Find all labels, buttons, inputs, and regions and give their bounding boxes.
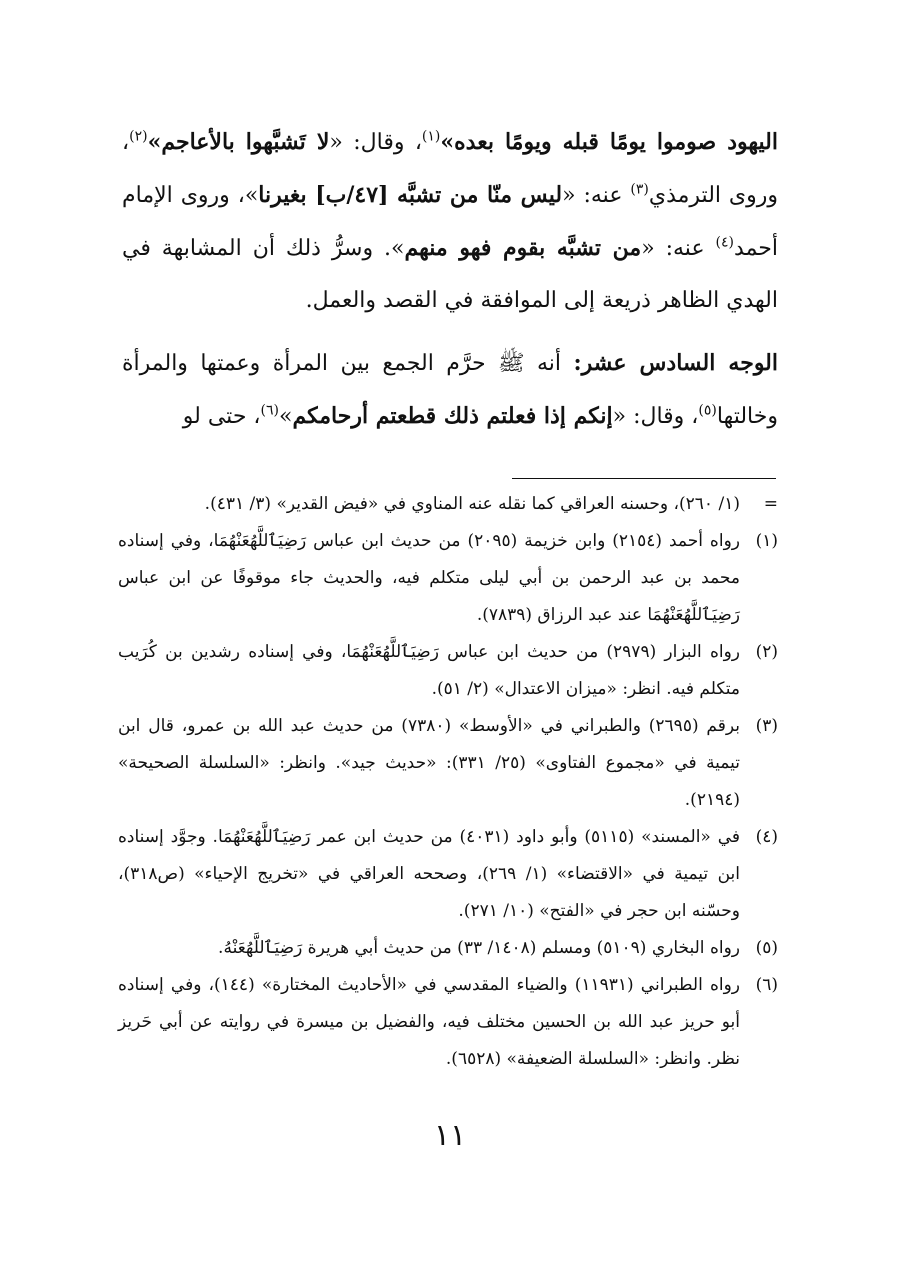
footnote-2	[118, 634, 778, 708]
footnote-4	[118, 819, 778, 930]
footnote-continuation	[118, 486, 778, 523]
footnote-number: (٥)	[755, 938, 778, 958]
footnote-3	[118, 708, 778, 819]
footnote-text: رواه الطبراني (١١٩٣١) والضياء المقدسي في «الأحاديث المختارة» (١٤٤)، وفي إسناده أبو حريز عبد الله بن الحسين مختلف فيه، والفضيل بن ميسرة في روايته عن أبي حَريز نظر. وانظر: «السلسلة الضعيفة» (٦٥٢٨).	[118, 975, 740, 1069]
main-text	[122, 116, 778, 443]
footnote-separator	[512, 478, 776, 479]
footnote-text: رواه البخاري (٥١٠٩) ومسلم (١٤٠٨/ ٣٣) من حديث أبي هريرة رَضِيَٱللَّهُعَنْهُ.	[218, 938, 740, 958]
bold-text-run: اليهود صوموا يومًا قبله ويومًا بعده»	[440, 129, 778, 155]
footnote-marker: =	[763, 494, 778, 514]
text-run: »، وروى الإمام أحمد	[122, 183, 778, 261]
text-run: ، وقال: «	[329, 130, 422, 155]
footnote-reference: (٥)	[698, 402, 717, 419]
footnote-number: (٦)	[755, 975, 778, 995]
text-run: ، حتى لو	[182, 404, 261, 429]
text-run: ، وروى الترمذي	[122, 130, 779, 208]
bold-text-run: الوجه السادس عشر:	[573, 350, 778, 376]
footnote-number: (٣)	[755, 716, 778, 736]
footnote-text: (١/ ٢٦٠)، وحسنه العراقي كما نقله عنه المناوي في «فيض القدير» (٣/ ٤٣١).	[204, 494, 740, 514]
footnote-reference: (٤)	[715, 234, 735, 251]
footnote-text: رواه البزار (٢٩٧٩) من حديث ابن عباس رَضِيَٱللَّهُعَنْهُمَا، وفي إسناده رشدين بن كُرَيب متكلم فيه. انظر: «ميزان الاعتدال» (٢/ ٥١).	[118, 642, 741, 699]
text-run: أنه ﷺ حرَّم الجمع بين المرأة وعمتها والمرأة وخالتها	[122, 351, 778, 429]
footnote-reference: (٦)	[260, 402, 279, 419]
text-run: »	[278, 404, 293, 429]
bold-text-run: ليس منّا من تشبَّه [٤٧/ب] بغيرنا	[258, 182, 563, 208]
footnote-reference: (٣)	[630, 181, 649, 198]
footnote-text: في «المسند» (٥١١٥) وأبو داود (٤٠٣١) من حديث ابن عمر رَضِيَٱللَّهُعَنْهُمَا. وجوَّد إسناده ابن تيمية في «الاقتضاء» (١/ ٢٦٩)، وصححه العراقي في «تخريج الإحياء» (ص٣١٨)، وحسّنه ابن حجر في «الفتح» (١٠/ ٢٧١).	[118, 827, 741, 921]
footnote-number: (٢)	[755, 642, 778, 662]
bold-text-run: من تشبَّه بقوم فهو منهم	[404, 235, 642, 261]
bold-text-run: لا تَشبَّهوا بالأعاجم»	[147, 129, 330, 155]
footnote-reference: (١)	[421, 128, 441, 145]
footnote-text: برقم (٢٦٩٥) والطبراني في «الأوسط» (٧٣٨٠) من حديث عبد الله بن عمرو، قال ابن تيمية في «مجموع الفتاوى» (٢٥/ ٣٣١): «حديث جيد». وانظر: «السلسلة الصحيحة» (٢١٩٤).	[118, 716, 740, 810]
footnotes	[118, 486, 778, 1078]
footnote-5	[118, 930, 778, 967]
text-run: عنه: «	[641, 236, 716, 261]
footnote-1	[118, 523, 778, 634]
footnote-number: (١)	[755, 531, 778, 551]
text-run: ، وقال: «	[612, 404, 699, 429]
footnote-6	[118, 967, 778, 1078]
text-run: ». وسرُّ ذلك أن المشابهة في الهدي الظاهر ذريعة إلى الموافقة في القصد والعمل.	[122, 236, 778, 313]
paragraph-1	[122, 116, 778, 327]
paragraph-2	[122, 337, 778, 443]
footnote-number: (٤)	[755, 827, 778, 847]
footnote-text: رواه أحمد (٢١٥٤) وابن خزيمة (٢٠٩٥) من حديث ابن عباس رَضِيَٱللَّهُعَنْهُمَا، وفي إسناده محمد بن عبد الرحمن بن أبي ليلى متكلم فيه، والحديث جاء موقوفًا عن ابن عباس رَضِيَٱللَّهُعَنْهُمَا عند عبد الرزاق (٧٨٣٩).	[118, 531, 740, 625]
page-number: ١١	[433, 1118, 467, 1153]
text-run: عنه: «	[562, 183, 631, 208]
footnote-reference: (٢)	[129, 128, 148, 145]
bold-text-run: إنكم إذا فعلتم ذلك قطعتم أرحامكم	[292, 403, 613, 429]
